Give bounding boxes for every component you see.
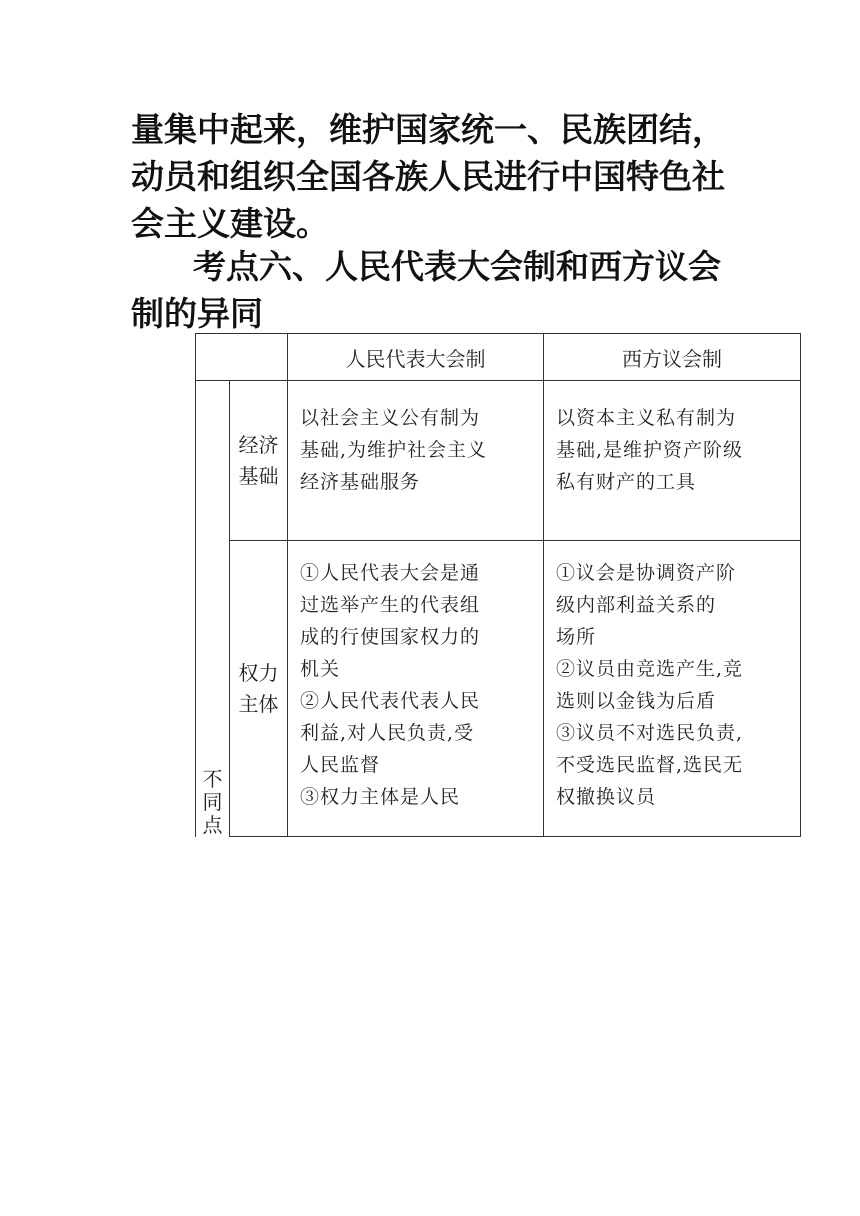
intro-paragraph: 量集中起来，维护国家统一、民族团结，动员和组织全国各族人民进行中国特色社会主义建设。 (131, 110, 725, 243)
row-label-power-subject: 权力主体 (230, 541, 288, 837)
table-row (196, 381, 801, 541)
section-heading-text: 考点六、人民代表大会制和西方议会制的异同 (131, 247, 721, 333)
group-label-cell (196, 381, 230, 837)
section-heading (131, 243, 741, 337)
group-label: 不同点 (202, 766, 223, 837)
table-row (196, 541, 801, 837)
header-npc: 人民代表大会制 (288, 334, 544, 381)
row-label-economic-base: 经济基础 (230, 381, 288, 541)
comparison-table (195, 333, 801, 837)
header-western-parliament: 西方议会制 (544, 334, 801, 381)
cell-npc-economic-base: 以社会主义公有制为 基础,为维护社会主义 经济基础服务 (288, 381, 544, 541)
cell-western-economic-base: 以资本主义私有制为 基础,是维护资产阶级 私有财产的工具 (544, 381, 801, 541)
table-header-row (196, 334, 801, 381)
header-blank-cell (196, 334, 288, 381)
cell-npc-power-subject: ①人民代表大会是通 过选举产生的代表组 成的行使国家权力的 机关 ②人民代表代表人民 利益,对人民负责,受 人民监督 ③权力主体是人民 (288, 541, 544, 837)
cell-western-power-subject: ①议会是协调资产阶 级内部利益关系的 场所 ②议员由竞选产生,竞 选则以金钱为后盾 ③议员不对选民负责, 不受选民监督,选民无 权撤换议员 (544, 541, 801, 837)
